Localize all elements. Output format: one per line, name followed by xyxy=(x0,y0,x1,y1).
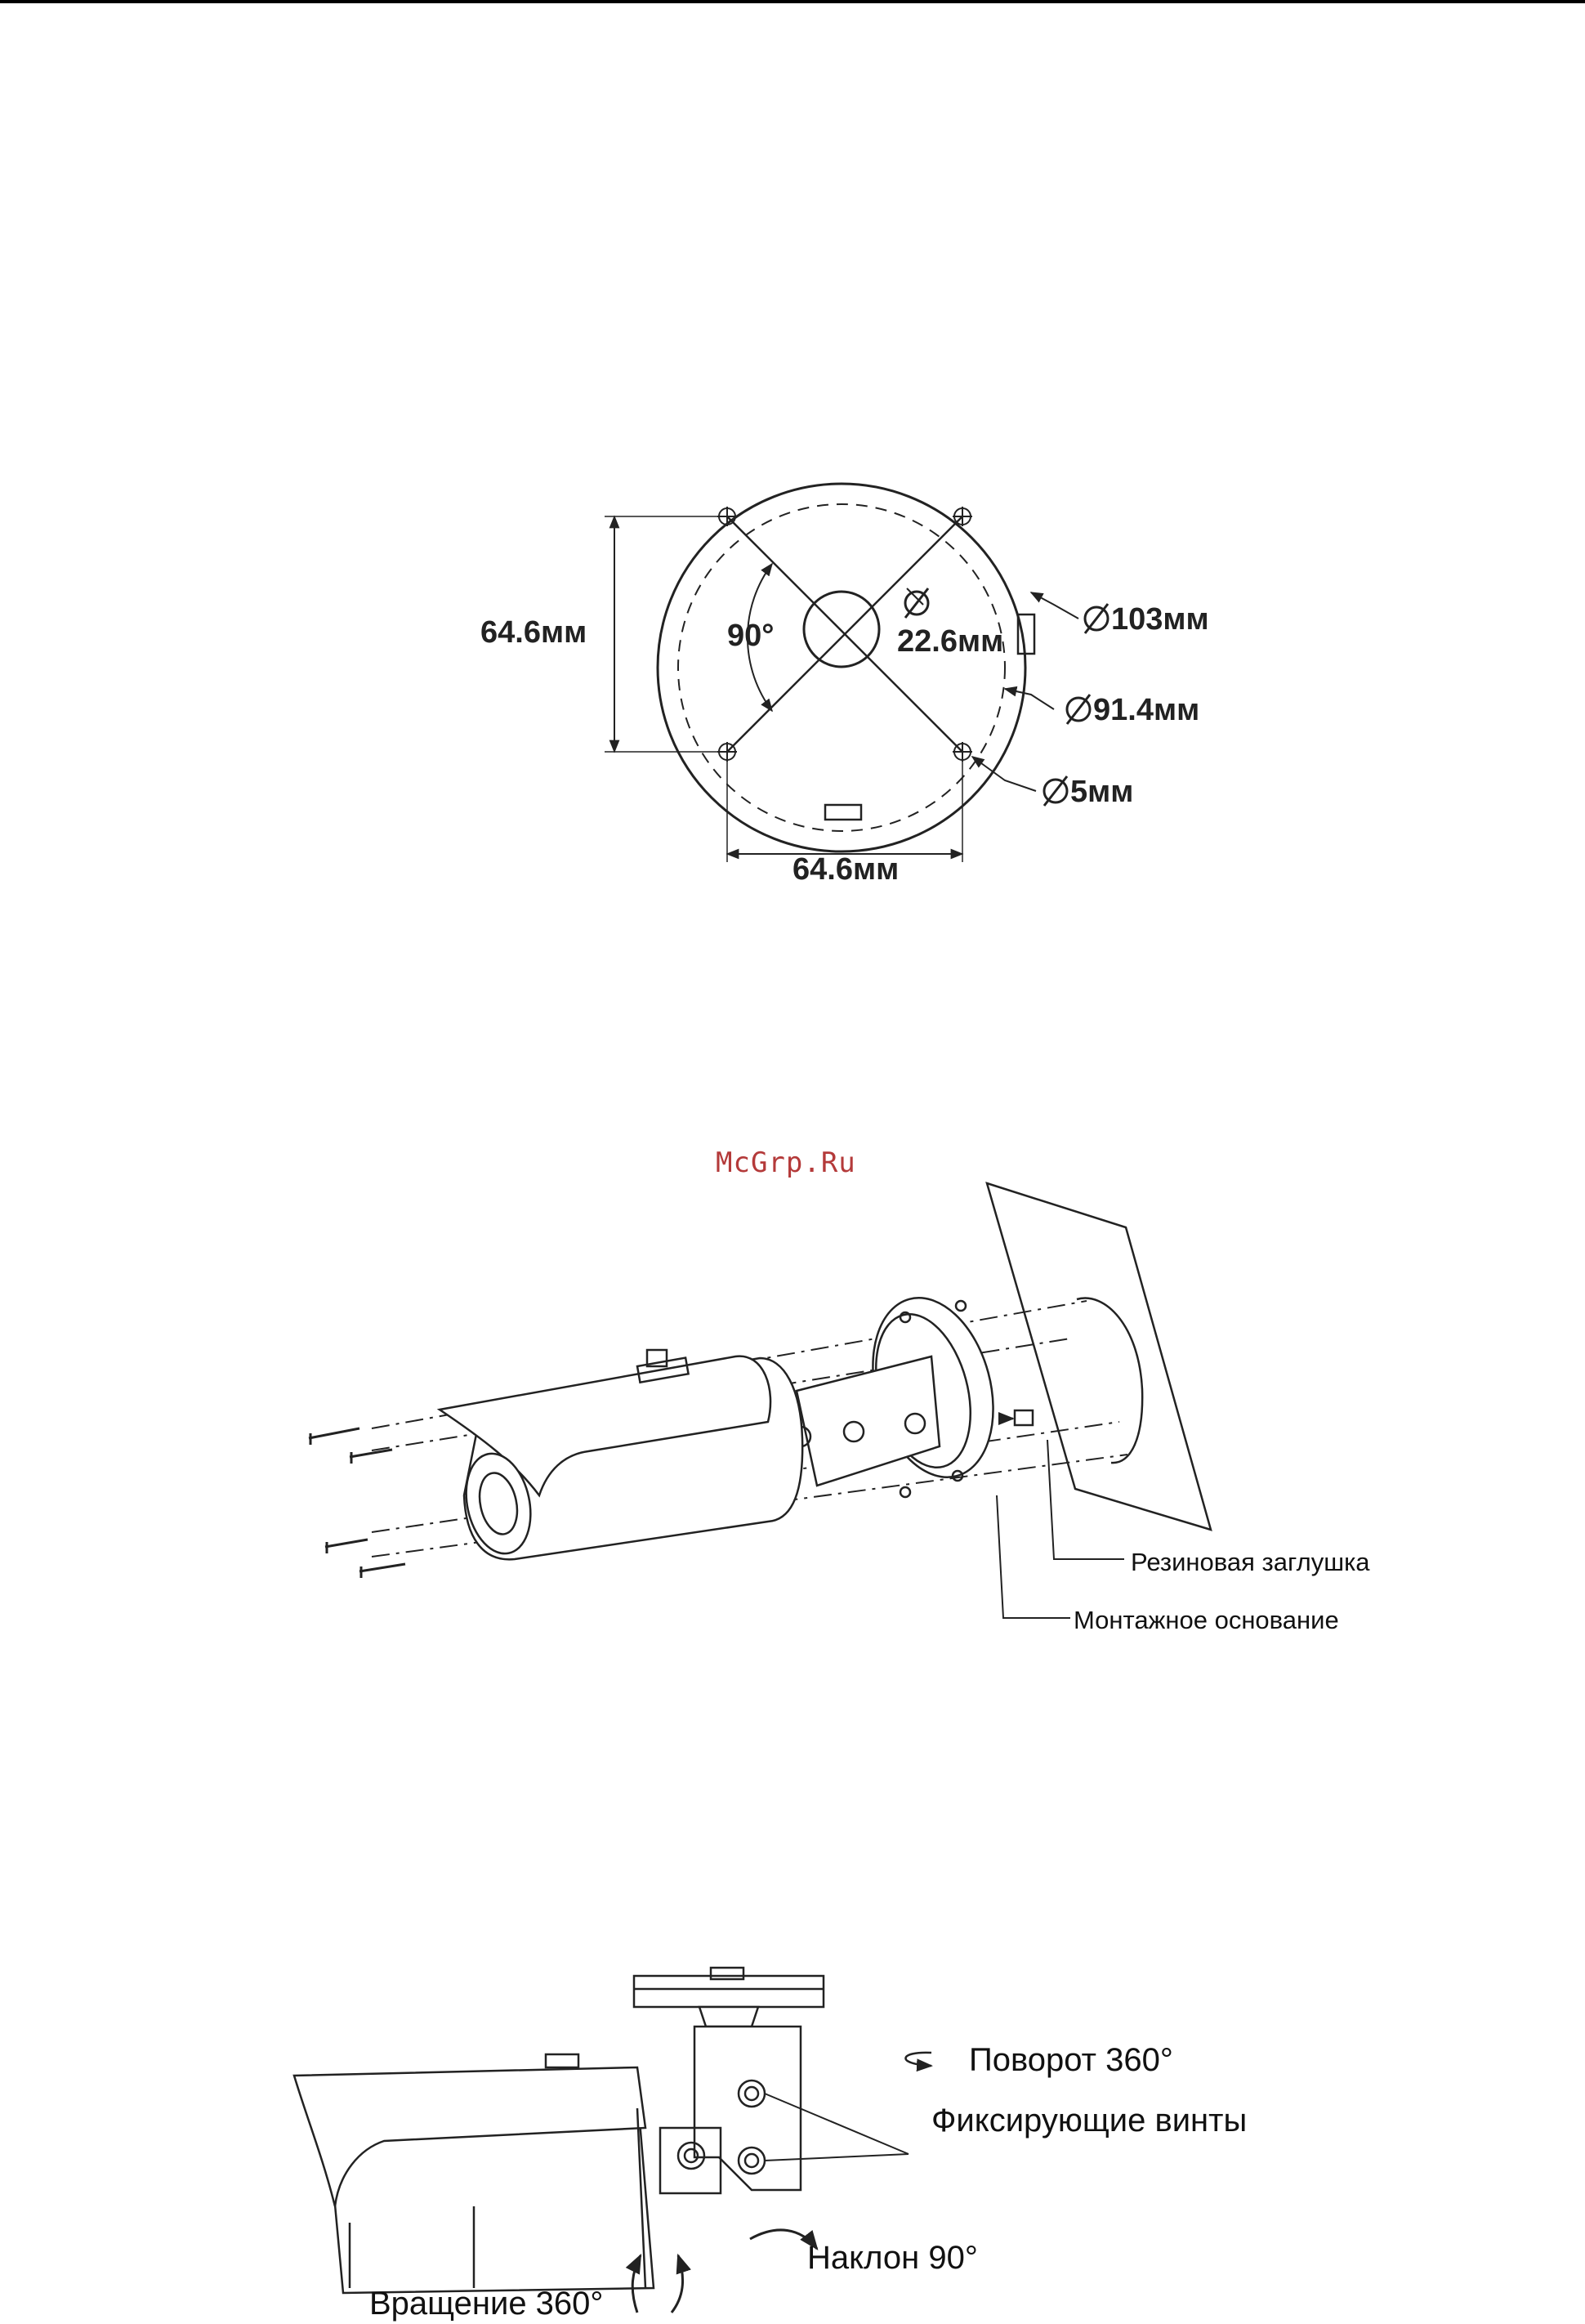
bottom-tab xyxy=(825,805,861,820)
fixing-screws-label: Фиксирующие винты xyxy=(931,2103,1248,2139)
watermark: McGrp.Ru xyxy=(716,1146,856,1179)
angle-label: 90° xyxy=(727,619,775,653)
rubber-plug-label: Резиновая заглушка xyxy=(1131,1548,1370,1576)
base-plate xyxy=(634,1976,824,2007)
wall-install-figure xyxy=(309,1183,1211,1618)
rubber-plug xyxy=(1015,1410,1033,1425)
center-hole-label: 22.6мм xyxy=(897,624,1004,659)
dim-horizontal-label: 64.6мм xyxy=(792,852,900,887)
screw-hole-label: 5мм xyxy=(1070,775,1134,809)
tilt-label: Наклон 90° xyxy=(807,2240,978,2276)
pan-label: Поворот 360° xyxy=(969,2042,1173,2078)
mounting-base-label: Монтажное основание xyxy=(1074,1606,1339,1634)
mount-template-figure xyxy=(605,484,1108,862)
rotate-label: Вращение 360° xyxy=(369,2286,604,2322)
mounting-screws xyxy=(309,1428,405,1578)
outer-diameter-label: 103мм xyxy=(1111,602,1209,637)
wall-plate xyxy=(987,1183,1211,1530)
pan-arrow xyxy=(905,2053,931,2066)
inner-diameter-label: 91.4мм xyxy=(1093,693,1200,727)
center-hole xyxy=(804,592,879,667)
dim-vertical-label: 64.6мм xyxy=(480,615,587,650)
